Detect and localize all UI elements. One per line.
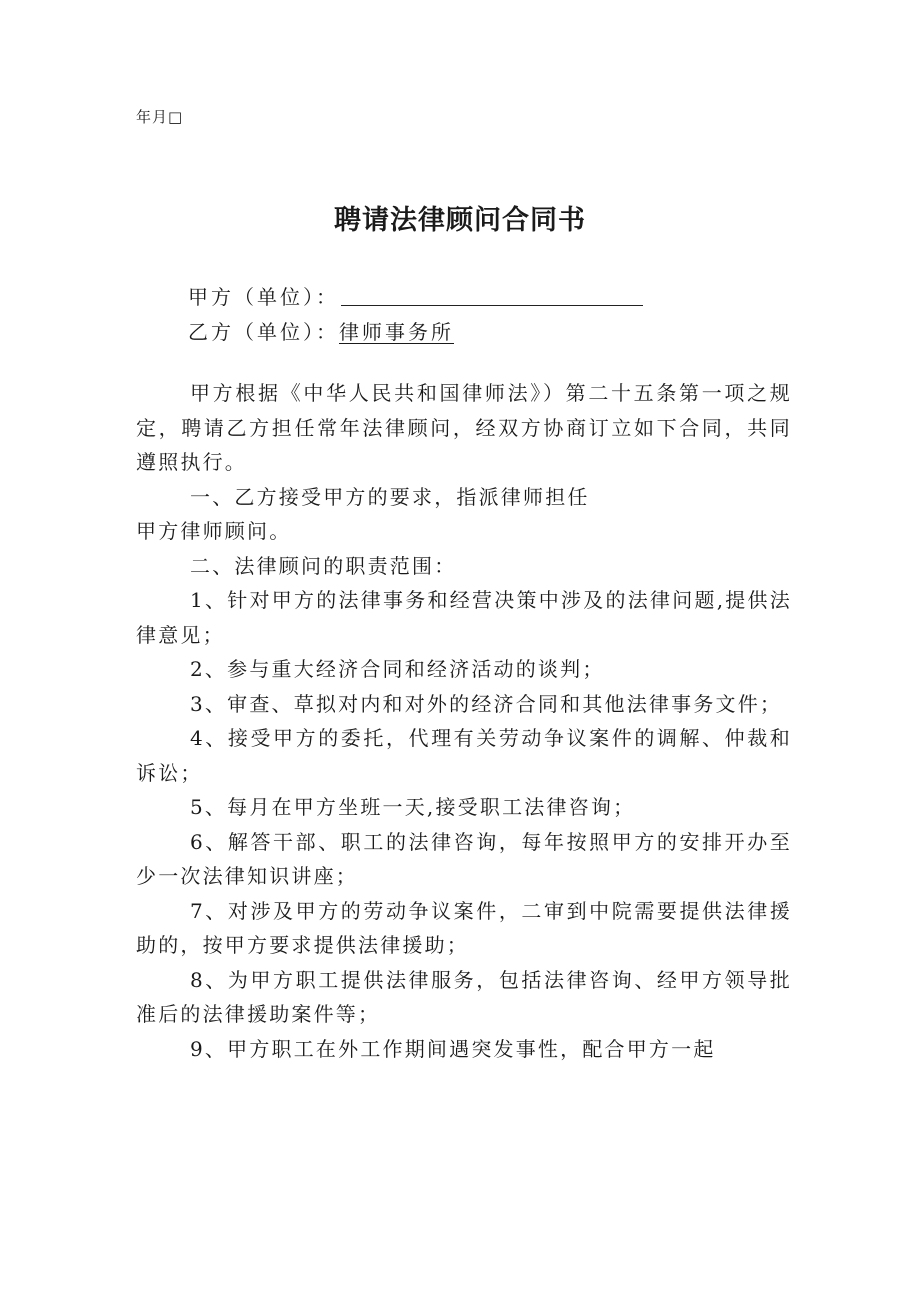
duty-item: 4、接受甲方的委托，代理有关劳动争议案件的调解、仲裁和诉讼； — [136, 726, 792, 785]
party-b-label: 乙方（单位）： — [188, 320, 339, 344]
clause-2-heading: 二、法律顾问的职责范围： — [190, 553, 457, 578]
date-line: 年月□ — [136, 108, 184, 126]
duty-item: 9、甲方职工在外工作期间遇突发事性，配合甲方一起 — [190, 1036, 716, 1061]
duty-item: 7、对涉及甲方的劳动争议案件，二审到中院需要提供法律援助的，按甲方要求提供法律援助； — [136, 898, 792, 957]
clause-1-line-1: 一、乙方接受甲方的要求，指派律师担任 — [190, 484, 590, 509]
party-b-value: 律师事务所 — [339, 320, 454, 344]
duty-item: 8、为甲方职工提供法律服务，包括法律咨询、经甲方领导批准后的法律援助案件等； — [136, 967, 792, 1026]
duty-item: 1、针对甲方的法律事务和经营决策中涉及的法律问题,提供法律意见； — [136, 588, 792, 647]
contract-body — [136, 376, 792, 1066]
duty-item: 3、审查、草拟对内和对外的经济合同和其他法律事务文件； — [190, 691, 783, 716]
duty-item: 2、参与重大经济合同和经济活动的谈判； — [190, 657, 605, 681]
document-title: 聘请法律顾问合同书 — [334, 205, 586, 236]
duty-item: 6、解答干部、职工的法律咨询，每年按照甲方的安排开办至少一次法律知识讲座； — [136, 829, 792, 888]
intro-paragraph: 甲方根据《中华人民共和国律师法》）第二十五条第一项之规定，聘请乙方担任常年法律顾问，经双方协商订立如下合同，共同遵照执行。 — [136, 381, 792, 474]
duty-item: 5、每月在甲方坐班一天,接受职工法律咨询； — [190, 795, 636, 819]
party-a-line — [188, 281, 643, 310]
party-a-label: 甲方（单位）： — [188, 285, 339, 309]
clause-1-line-2: 甲方律师顾问。 — [136, 519, 292, 543]
party-a-blank — [341, 287, 643, 306]
party-b-line — [188, 316, 454, 345]
